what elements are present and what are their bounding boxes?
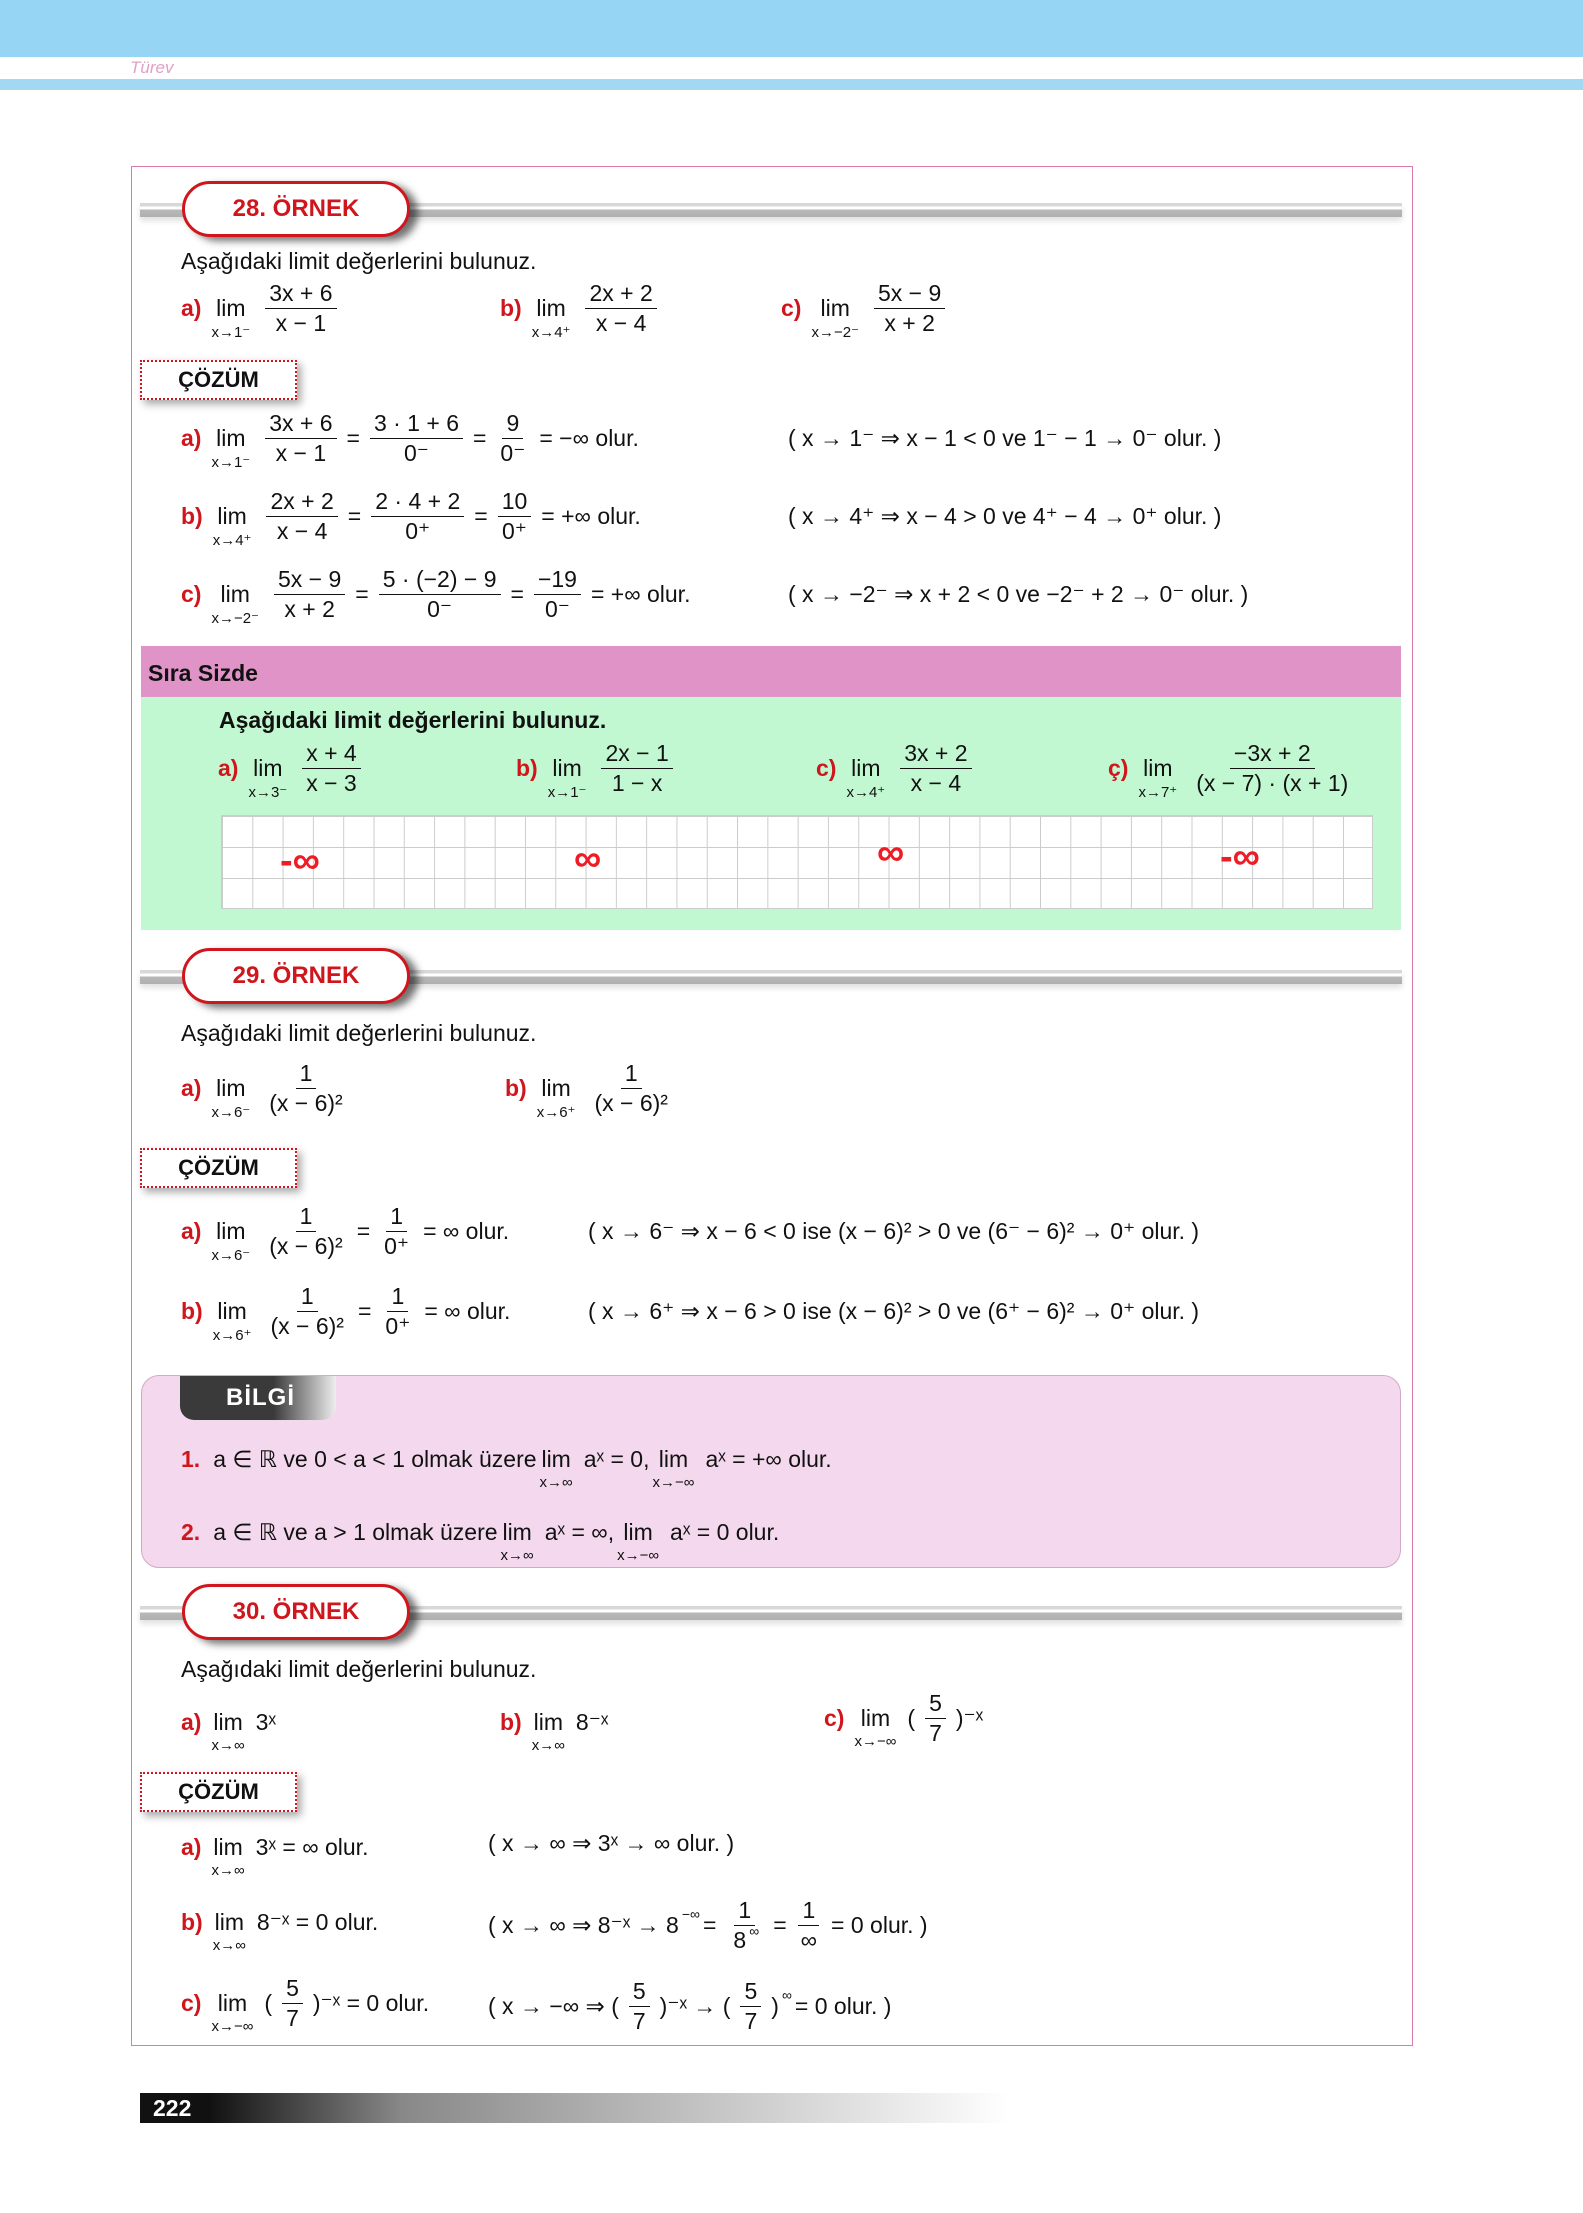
denominator: 0⁺ <box>502 518 527 544</box>
denominator: 0⁺ <box>385 1313 411 1339</box>
fraction <box>496 410 529 467</box>
limit-operator <box>537 1075 576 1121</box>
lim-word: lim <box>217 502 247 529</box>
lim-subscript: x→7⁺ <box>1138 783 1178 801</box>
denominator: 0⁺ <box>405 518 431 544</box>
limit-operator <box>811 295 859 341</box>
numerator: 3 · 1 + 6 <box>370 410 463 439</box>
fraction <box>726 1897 763 1954</box>
math-text: = 0 olur. ) <box>794 1993 892 2019</box>
sira-sizde-title: Sıra Sizde <box>141 646 1401 697</box>
exercise-cedilla <box>1108 740 1359 801</box>
denominator: x + 2 <box>284 596 335 622</box>
numerator: 1 <box>296 1203 317 1232</box>
math-text: ( <box>264 1990 273 2016</box>
fraction <box>266 488 337 545</box>
fraction <box>265 1203 346 1260</box>
lim-subscript: x→∞ <box>539 1474 573 1491</box>
answer-c: ∞ <box>877 832 905 874</box>
numerator: 5 <box>925 1690 946 1719</box>
numerator: 1 <box>798 1897 819 1926</box>
problem-28a <box>181 280 344 341</box>
example-30-prompt: Aşağıdaki limit değerlerini bulunuz. <box>181 1656 537 1682</box>
denominator: x − 1 <box>275 440 327 466</box>
fraction <box>925 1690 946 1747</box>
item-label: 1. <box>181 1446 201 1472</box>
lim-word: lim <box>623 1519 653 1545</box>
item-label: c) <box>181 581 202 607</box>
limit-operator <box>213 503 252 549</box>
problem-30c <box>824 1690 986 1750</box>
lim-word: lim <box>851 754 881 781</box>
numerator: x + 4 <box>302 740 361 769</box>
math-text: aˣ = +∞ olur. <box>705 1446 832 1472</box>
lim-word: lim <box>502 1519 532 1545</box>
math-text: 3ˣ = ∞ olur. <box>255 1834 369 1860</box>
fraction <box>1192 740 1352 797</box>
lim-word: lim <box>860 1705 891 1731</box>
numerator: 9 <box>502 410 523 439</box>
numerator: 1 <box>621 1060 642 1089</box>
problem-30a <box>181 1700 279 1754</box>
item-label: a) <box>181 1075 202 1101</box>
numerator: 2x + 2 <box>266 488 337 517</box>
item-label: a) <box>181 295 202 321</box>
lim-subscript: x→∞ <box>211 1862 245 1879</box>
solution-label-29: ÇÖZÜM <box>140 1148 297 1188</box>
numerator: 5x − 9 <box>274 566 345 595</box>
denominator: (x − 6)² <box>269 1090 343 1116</box>
item-label: b) <box>516 755 538 781</box>
math-text: )⁻ˣ → ( <box>659 1993 731 2019</box>
lim-subscript: x→∞ <box>211 1737 245 1754</box>
numerator: 3x + 2 <box>900 740 971 769</box>
denominator: 0⁻ <box>427 596 453 622</box>
lim-word: lim <box>213 1709 243 1735</box>
lim-word: lim <box>541 1446 571 1472</box>
math-text: = +∞ olur. <box>541 503 641 529</box>
denominator: 0⁺ <box>384 1233 410 1259</box>
lim-word: lim <box>216 1074 246 1101</box>
limit-operator <box>211 1990 253 2035</box>
numerator: 1 <box>387 1283 408 1312</box>
denominator <box>726 1923 763 1954</box>
solution-30b <box>181 1900 381 1954</box>
solution-28b <box>181 488 644 549</box>
lim-subscript: x→1⁻ <box>211 453 251 471</box>
denominator: (x − 6)² <box>269 1233 343 1259</box>
math-text: )⁻ˣ <box>955 1705 984 1731</box>
exercise-c <box>816 740 979 801</box>
lim-subscript: x→−∞ <box>854 1733 897 1750</box>
note-30a <box>485 1830 737 1857</box>
lim-subscript: x→∞ <box>212 1937 246 1954</box>
note-29a <box>585 1218 1202 1245</box>
lim-subscript: x→−∞ <box>652 1474 695 1491</box>
lim-subscript: x→6⁺ <box>536 1103 576 1121</box>
limit-operator <box>211 581 259 627</box>
lim-subscript: x→−2⁻ <box>211 609 259 627</box>
math-text: = <box>355 581 369 607</box>
solution-29b <box>181 1283 513 1344</box>
info-label: BİLGİ <box>180 1376 336 1420</box>
answer-cedilla: -∞ <box>1220 836 1260 878</box>
lim-word: lim <box>820 294 850 321</box>
limit-operator <box>211 1075 250 1121</box>
math-text: = <box>347 503 362 529</box>
fraction <box>380 1203 413 1260</box>
example-30-title: 30. ÖRNEK <box>182 1584 410 1640</box>
item-label: b) <box>505 1075 527 1101</box>
fraction <box>266 1283 347 1340</box>
answer-a: -∞ <box>280 840 320 882</box>
problem-28c <box>781 280 952 341</box>
fraction <box>534 566 581 623</box>
fraction <box>381 1283 414 1340</box>
sira-sizde-prompt: Aşağıdaki limit değerlerini bulunuz. <box>219 707 607 733</box>
item-label: c) <box>781 295 802 321</box>
limit-operator <box>211 1834 244 1879</box>
superscript: ∞ <box>781 1986 792 2003</box>
numerator: 5 <box>629 1978 650 2007</box>
lim-subscript: x→6⁺ <box>212 1326 252 1344</box>
lim-word: lim <box>216 424 246 451</box>
fraction <box>274 566 345 623</box>
fraction <box>379 566 501 623</box>
limit-operator <box>617 1519 659 1564</box>
lim-subscript: x→−∞ <box>211 2018 254 2035</box>
math-text: a ∈ ℝ ve a > 1 olmak üzere <box>213 1519 498 1545</box>
limit-operator <box>211 1218 250 1264</box>
footer-bar <box>140 2093 1010 2123</box>
note-28a <box>785 425 1224 452</box>
item-label: a) <box>218 755 239 781</box>
item-label: b) <box>181 503 203 529</box>
math-text: = −∞ olur. <box>539 425 639 451</box>
solution-label-30: ÇÖZÜM <box>140 1772 297 1812</box>
solution-28a <box>181 410 642 471</box>
fraction <box>282 1975 303 2032</box>
math-text: = 0 olur. ) <box>831 1912 928 1938</box>
denominator: (x − 7) · (x + 1) <box>1196 770 1349 796</box>
limit-operator <box>854 1705 896 1750</box>
item-label: b) <box>500 1709 522 1735</box>
math-text: ( x → −∞ ⇒ ( <box>488 1993 619 2019</box>
math-text: ( x → 6⁻ ⇒ x − 6 < 0 ise (x − 6)² > 0 ve (6⁻ − 6)² → 0⁺ olur. ) <box>588 1218 1200 1244</box>
exercise-b <box>516 740 680 801</box>
numerator: 3x + 6 <box>265 280 336 309</box>
math-text: aˣ = ∞, <box>544 1519 615 1545</box>
lim-word: lim <box>217 1990 248 2016</box>
fraction <box>874 280 945 337</box>
solution-label-28: ÇÖZÜM <box>140 360 297 400</box>
fraction <box>370 410 463 467</box>
info-item-2 <box>181 1510 782 1564</box>
limit-operator <box>1138 755 1177 801</box>
math-text: = ∞ olur. <box>424 1298 511 1324</box>
lim-word: lim <box>541 1074 571 1101</box>
note-30c <box>485 1978 894 2035</box>
denominator: ∞ <box>800 1927 818 1953</box>
answer-b: ∞ <box>574 838 602 880</box>
math-text: ) <box>771 1993 779 2019</box>
problem-29a <box>181 1060 354 1121</box>
lim-word: lim <box>216 294 246 321</box>
superscript: ∞ <box>749 1923 760 1939</box>
fraction <box>601 740 672 797</box>
numerator: 5 · (−2) − 9 <box>379 566 501 595</box>
numerator: 5x − 9 <box>874 280 945 309</box>
limit-operator <box>540 1446 573 1491</box>
math-text: = ∞ olur. <box>423 1218 510 1244</box>
numerator: −3x + 2 <box>1230 740 1315 769</box>
item-label: a) <box>181 1709 202 1735</box>
item-label: b) <box>181 1909 203 1935</box>
lim-word: lim <box>217 1297 247 1324</box>
fraction <box>585 280 656 337</box>
lim-subscript: x→4⁺ <box>212 531 252 549</box>
limit-operator <box>652 1446 694 1491</box>
numerator: −19 <box>534 566 581 595</box>
denominator: 0⁻ <box>404 440 429 466</box>
fraction <box>498 488 532 545</box>
top-banner <box>0 0 1583 57</box>
fraction <box>590 1060 671 1117</box>
denominator: 7 <box>632 2008 646 2034</box>
numerator: 1 <box>297 1283 318 1312</box>
lim-word: lim <box>253 754 283 781</box>
numerator: 2 · 4 + 2 <box>371 488 464 517</box>
fraction <box>740 1978 761 2035</box>
lim-subscript: x→4⁺ <box>846 783 886 801</box>
lim-word: lim <box>552 754 582 781</box>
item-label: a) <box>181 1834 202 1860</box>
denominator: 0⁻ <box>544 596 570 622</box>
item-label: 2. <box>181 1519 201 1545</box>
example-28-title: 28. ÖRNEK <box>182 181 410 237</box>
lim-word: lim <box>213 1834 243 1860</box>
limit-operator <box>248 755 287 801</box>
math-text: ( x → 4⁺ ⇒ x − 4 > 0 ve 4⁺ − 4 → 0⁺ olur. ) <box>788 503 1222 529</box>
numerator: 3x + 6 <box>265 410 336 439</box>
problem-28b <box>500 280 664 341</box>
denominator: x − 1 <box>275 310 327 336</box>
denominator: 1 − x <box>611 770 663 796</box>
lim-word: lim <box>220 580 250 607</box>
limit-operator <box>211 295 250 341</box>
note-28b <box>785 503 1224 530</box>
limit-operator <box>213 1298 252 1344</box>
numerator: 2x − 1 <box>601 740 672 769</box>
solution-28c <box>181 566 693 627</box>
limit-operator <box>548 755 587 801</box>
denominator: 7 <box>929 1720 942 1746</box>
denominator: 7 <box>744 2008 758 2034</box>
math-text: = +∞ olur. <box>590 581 691 607</box>
lim-subscript: x→−2⁻ <box>811 323 859 341</box>
math-text: 3ˣ <box>255 1709 276 1735</box>
denominator: 7 <box>286 2005 299 2031</box>
math-text: ( x → ∞ ⇒ 8⁻ˣ → 8 <box>488 1912 679 1938</box>
numerator: 5 <box>282 1975 303 2004</box>
lim-word: lim <box>658 1446 689 1472</box>
item-label: c) <box>181 1990 202 2016</box>
numerator: 2x + 2 <box>585 280 656 309</box>
fraction <box>302 740 361 797</box>
problem-29b <box>505 1060 679 1121</box>
answer-grid[interactable] <box>221 815 1373 909</box>
item-label: a) <box>181 1218 202 1244</box>
lim-subscript: x→−∞ <box>617 1547 660 1564</box>
note-29b <box>585 1298 1202 1325</box>
example-29-prompt: Aşağıdaki limit değerlerini bulunuz. <box>181 1020 537 1046</box>
lim-word: lim <box>214 1909 245 1935</box>
lim-subscript: x→1⁻ <box>211 323 251 341</box>
lim-subscript: x→4⁺ <box>531 323 571 341</box>
fraction <box>265 280 336 337</box>
item-label: b) <box>181 1298 203 1324</box>
lim-word: lim <box>216 1217 246 1244</box>
lim-subscript: x→3⁻ <box>248 783 288 801</box>
example-28-prompt: Aşağıdaki limit değerlerini bulunuz. <box>181 248 537 274</box>
item-label: b) <box>500 295 522 321</box>
chapter-title: Türev <box>130 58 174 77</box>
math-text: = <box>472 425 487 451</box>
fraction <box>797 1897 821 1954</box>
lim-subscript: x→∞ <box>531 1737 565 1754</box>
limit-operator <box>532 1709 565 1754</box>
numerator: 1 <box>296 1060 317 1089</box>
math-text: ( x → 1⁻ ⇒ x − 1 < 0 ve 1⁻ − 1 → 0⁻ olur. ) <box>788 425 1222 451</box>
denominator: x − 3 <box>306 770 357 796</box>
lim-word: lim <box>533 1709 564 1735</box>
solution-30a <box>181 1825 371 1879</box>
lim-word: lim <box>1143 754 1173 781</box>
math-text: = <box>356 1218 371 1244</box>
math-text: aˣ = 0 olur. <box>670 1519 780 1545</box>
example-29-title: 29. ÖRNEK <box>182 948 410 1004</box>
info-item-1 <box>181 1437 835 1491</box>
denominator: (x − 6)² <box>594 1090 668 1116</box>
math-text: = <box>346 425 360 451</box>
limit-operator <box>211 425 250 471</box>
note-28c <box>785 581 1251 608</box>
fraction <box>900 740 971 797</box>
limit-operator <box>501 1519 534 1564</box>
math-text: = <box>474 503 488 529</box>
note-30b <box>485 1897 931 1954</box>
math-text: 8 <box>733 1927 747 1953</box>
lim-subscript: x→1⁻ <box>547 783 587 801</box>
item-label: c) <box>824 1705 845 1731</box>
solution-30c <box>181 1975 432 2035</box>
denominator: x − 4 <box>595 310 647 336</box>
limit-operator <box>846 755 885 801</box>
lim-subscript: x→6⁻ <box>211 1246 251 1264</box>
superscript: −∞ <box>681 1905 700 1922</box>
fraction <box>265 410 336 467</box>
math-text: 8⁻ˣ = 0 olur. <box>256 1909 379 1935</box>
numerator: 1 <box>734 1897 755 1926</box>
denominator: x − 4 <box>276 518 328 544</box>
item-label: c) <box>816 755 837 781</box>
math-text: ( x → ∞ ⇒ 3ˣ → ∞ olur. ) <box>488 1830 735 1856</box>
math-text: ( x → 6⁺ ⇒ x − 6 > 0 ise (x − 6)² > 0 ve (6⁺ − 6)² → 0⁺ olur. ) <box>588 1298 1200 1324</box>
math-text: = <box>702 1912 717 1938</box>
math-text: = <box>773 1912 787 1938</box>
fraction <box>265 1060 346 1117</box>
limit-operator <box>532 295 571 341</box>
math-text: 8⁻ˣ <box>575 1709 609 1735</box>
math-text: = <box>357 1298 372 1324</box>
lim-subscript: x→6⁻ <box>211 1103 251 1121</box>
page-number: 222 <box>153 2095 192 2121</box>
math-text: )⁻ˣ = 0 olur. <box>312 1990 430 2016</box>
problem-30b <box>500 1700 611 1754</box>
numerator: 5 <box>740 1978 761 2007</box>
denominator: 0⁻ <box>500 440 526 466</box>
math-text: ( x → −2⁻ ⇒ x + 2 < 0 ve −2⁻ + 2 → 0⁻ olur. ) <box>788 581 1249 607</box>
math-text: aˣ = 0, <box>583 1446 650 1472</box>
fraction <box>371 488 464 545</box>
item-label: a) <box>181 425 202 451</box>
solution-29a <box>181 1203 512 1264</box>
lim-word: lim <box>536 294 566 321</box>
denominator: (x − 6)² <box>270 1313 344 1339</box>
math-text: a ∈ ℝ ve 0 < a < 1 olmak üzere <box>213 1446 537 1472</box>
numerator: 1 <box>386 1203 407 1232</box>
header-stripe <box>0 79 1583 90</box>
fraction <box>629 1978 650 2035</box>
denominator: x − 4 <box>910 770 962 796</box>
denominator: x + 2 <box>884 310 935 336</box>
limit-operator <box>213 1909 246 1954</box>
limit-operator <box>211 1709 244 1754</box>
math-text: = <box>510 581 524 607</box>
math-text: ( <box>907 1705 916 1731</box>
lim-subscript: x→∞ <box>500 1547 534 1564</box>
exercise-a <box>218 740 368 801</box>
item-label: ç) <box>1108 755 1129 781</box>
numerator: 10 <box>498 488 532 517</box>
